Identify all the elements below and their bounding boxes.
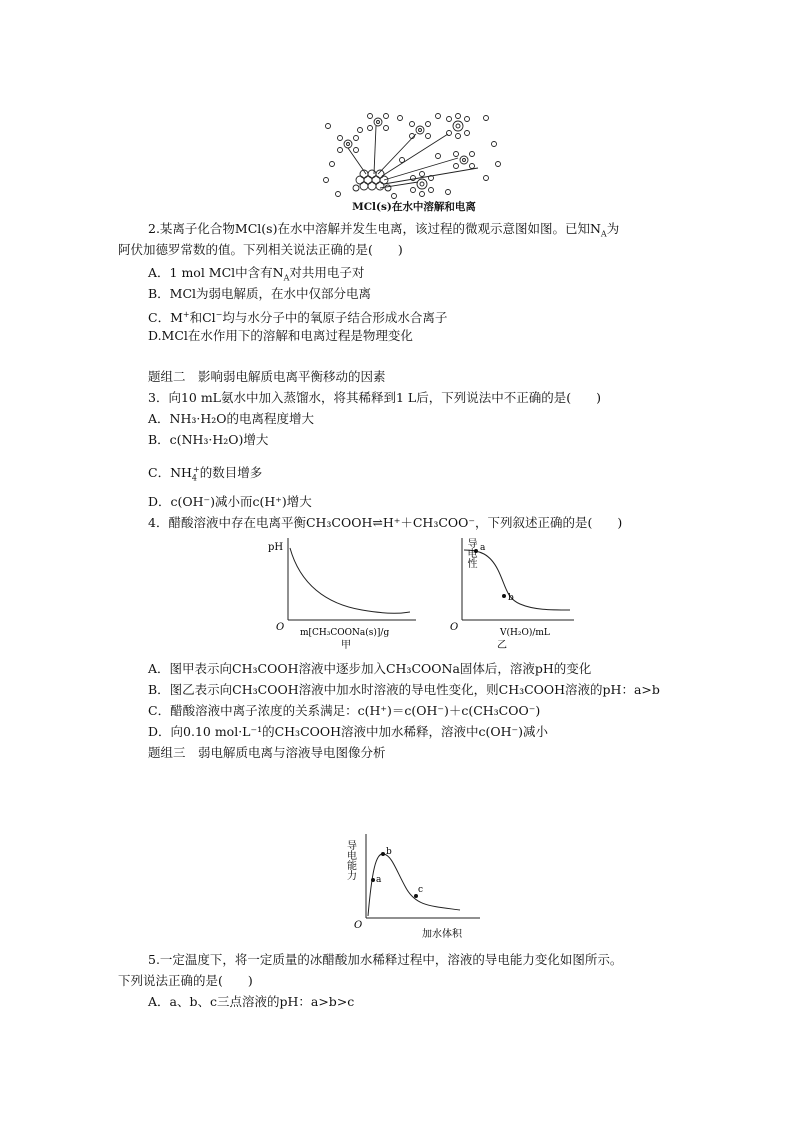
curve-line bbox=[290, 548, 410, 613]
point-c-label: c bbox=[418, 885, 424, 895]
chart-jia bbox=[266, 534, 426, 654]
group2-title: 题组二 影响弱电解质电离平衡移动的因素 bbox=[148, 369, 386, 384]
origin-label: O bbox=[450, 622, 459, 633]
chart-q5 bbox=[340, 830, 490, 945]
point-a-label: a bbox=[376, 875, 382, 885]
hydrated-ion-icon bbox=[338, 136, 359, 153]
point-b-marker bbox=[502, 594, 506, 598]
curve-line bbox=[368, 854, 460, 916]
chart-caption: 乙 bbox=[497, 640, 507, 651]
q3-option-b: B．c(NH₃·H₂O)增大 bbox=[148, 432, 269, 447]
point-b-label: b bbox=[508, 593, 514, 603]
q3-option-a: A．NH₃·H₂O的电离程度增大 bbox=[148, 411, 315, 426]
q5-option-a: A．a、b、c三点溶液的pH：a>b>c bbox=[148, 994, 355, 1009]
hydrated-ion-icon bbox=[410, 122, 431, 139]
point-a-marker bbox=[371, 878, 375, 882]
y-axis-label: pH bbox=[268, 542, 284, 553]
curve-line bbox=[464, 550, 570, 610]
chart-yi bbox=[440, 534, 580, 654]
point-a-marker bbox=[474, 549, 478, 553]
origin-label: O bbox=[276, 622, 285, 633]
chart-caption: 甲 bbox=[341, 640, 351, 651]
point-a-label: a bbox=[480, 543, 486, 553]
hydrated-ion-icon bbox=[447, 114, 470, 139]
q2-option-c: C．M+和Cl−均与水分子中的氧原子结合形成水合离子 bbox=[148, 310, 448, 326]
x-axis-label: 加水体积 bbox=[422, 929, 462, 940]
q2-stem-line2: 阿伏加德罗常数的值。下列相关说法正确的是( ) bbox=[118, 242, 403, 257]
point-b-label: b bbox=[386, 847, 392, 857]
y-axis-label: 导电能力 bbox=[344, 840, 356, 880]
x-axis-label: V(H₂O)/mL bbox=[500, 628, 550, 638]
q5-stem-line2: 下列说法正确的是( ) bbox=[118, 973, 253, 988]
q4-option-a: A．图甲表示向CH₃COOH溶液中逐步加入CH₃COONa固体后，溶液pH的变化 bbox=[148, 661, 592, 676]
q4-stem: 4．醋酸溶液中存在电离平衡CH₃COOH⇌H⁺＋CH₃COO⁻，下列叙述正确的是( ) bbox=[148, 515, 623, 530]
q3-option-d: D．c(OH⁻)减小而c(H⁺)增大 bbox=[148, 494, 312, 509]
crystal-cluster-icon bbox=[353, 170, 391, 191]
y-axis-label: 导电性 bbox=[446, 538, 476, 549]
hydrated-ion-icon bbox=[411, 172, 434, 197]
q5-stem-line1: 5.一定温度下，将一定质量的冰醋酸加水稀释过程中，溶液的导电能力变化如图所示。 bbox=[148, 952, 623, 967]
q4-option-c: C．醋酸溶液中离子浓度的关系满足：c(H⁺)＝c(OH⁻)＋c(CH₃COO⁻) bbox=[148, 703, 541, 718]
group3-title: 题组三 弱电解质电离与溶液导电图像分析 bbox=[148, 745, 386, 760]
hydrated-ion-icon bbox=[368, 114, 389, 131]
point-b-marker bbox=[381, 852, 385, 856]
q2-option-a: A．1 mol MCl中含有$N_A$对共用电子对 bbox=[148, 265, 365, 283]
q3-option-c: C．$NH_4^+$的数目增多 bbox=[148, 465, 263, 483]
dissolution-diagram bbox=[318, 108, 508, 214]
origin-label: O bbox=[354, 920, 363, 931]
figure-caption: MCl(s)在水中溶解和电离 bbox=[352, 201, 476, 213]
q2-option-b: B．MCl为弱电解质，在水中仅部分电离 bbox=[148, 286, 372, 301]
x-axis-label: m[CH₃COONa(s)]/g bbox=[300, 628, 390, 638]
q2-stem-line1: 2.某离子化合物MCl(s)在水中溶解并发生电离，该过程的微观示意图如图。已知$N_A$为 bbox=[148, 221, 620, 239]
hydrated-ion-icon bbox=[454, 152, 475, 169]
q3-stem: 3．向10 mL氨水中加入蒸馏水，将其稀释到1 L后，下列说法中不正确的是( ) bbox=[148, 390, 601, 405]
q4-option-d: D．向0.10 mol·L⁻¹的CH₃COOH溶液中加水稀释，溶液中c(OH⁻)减小 bbox=[148, 724, 549, 739]
q4-option-b: B．图乙表示向CH₃COOH溶液中加水时溶液的导电性变化，则CH₃COOH溶液的pH：a>b bbox=[148, 682, 660, 697]
q2-option-d: D.MCl在水作用下的溶解和电离过程是物理变化 bbox=[148, 328, 413, 343]
